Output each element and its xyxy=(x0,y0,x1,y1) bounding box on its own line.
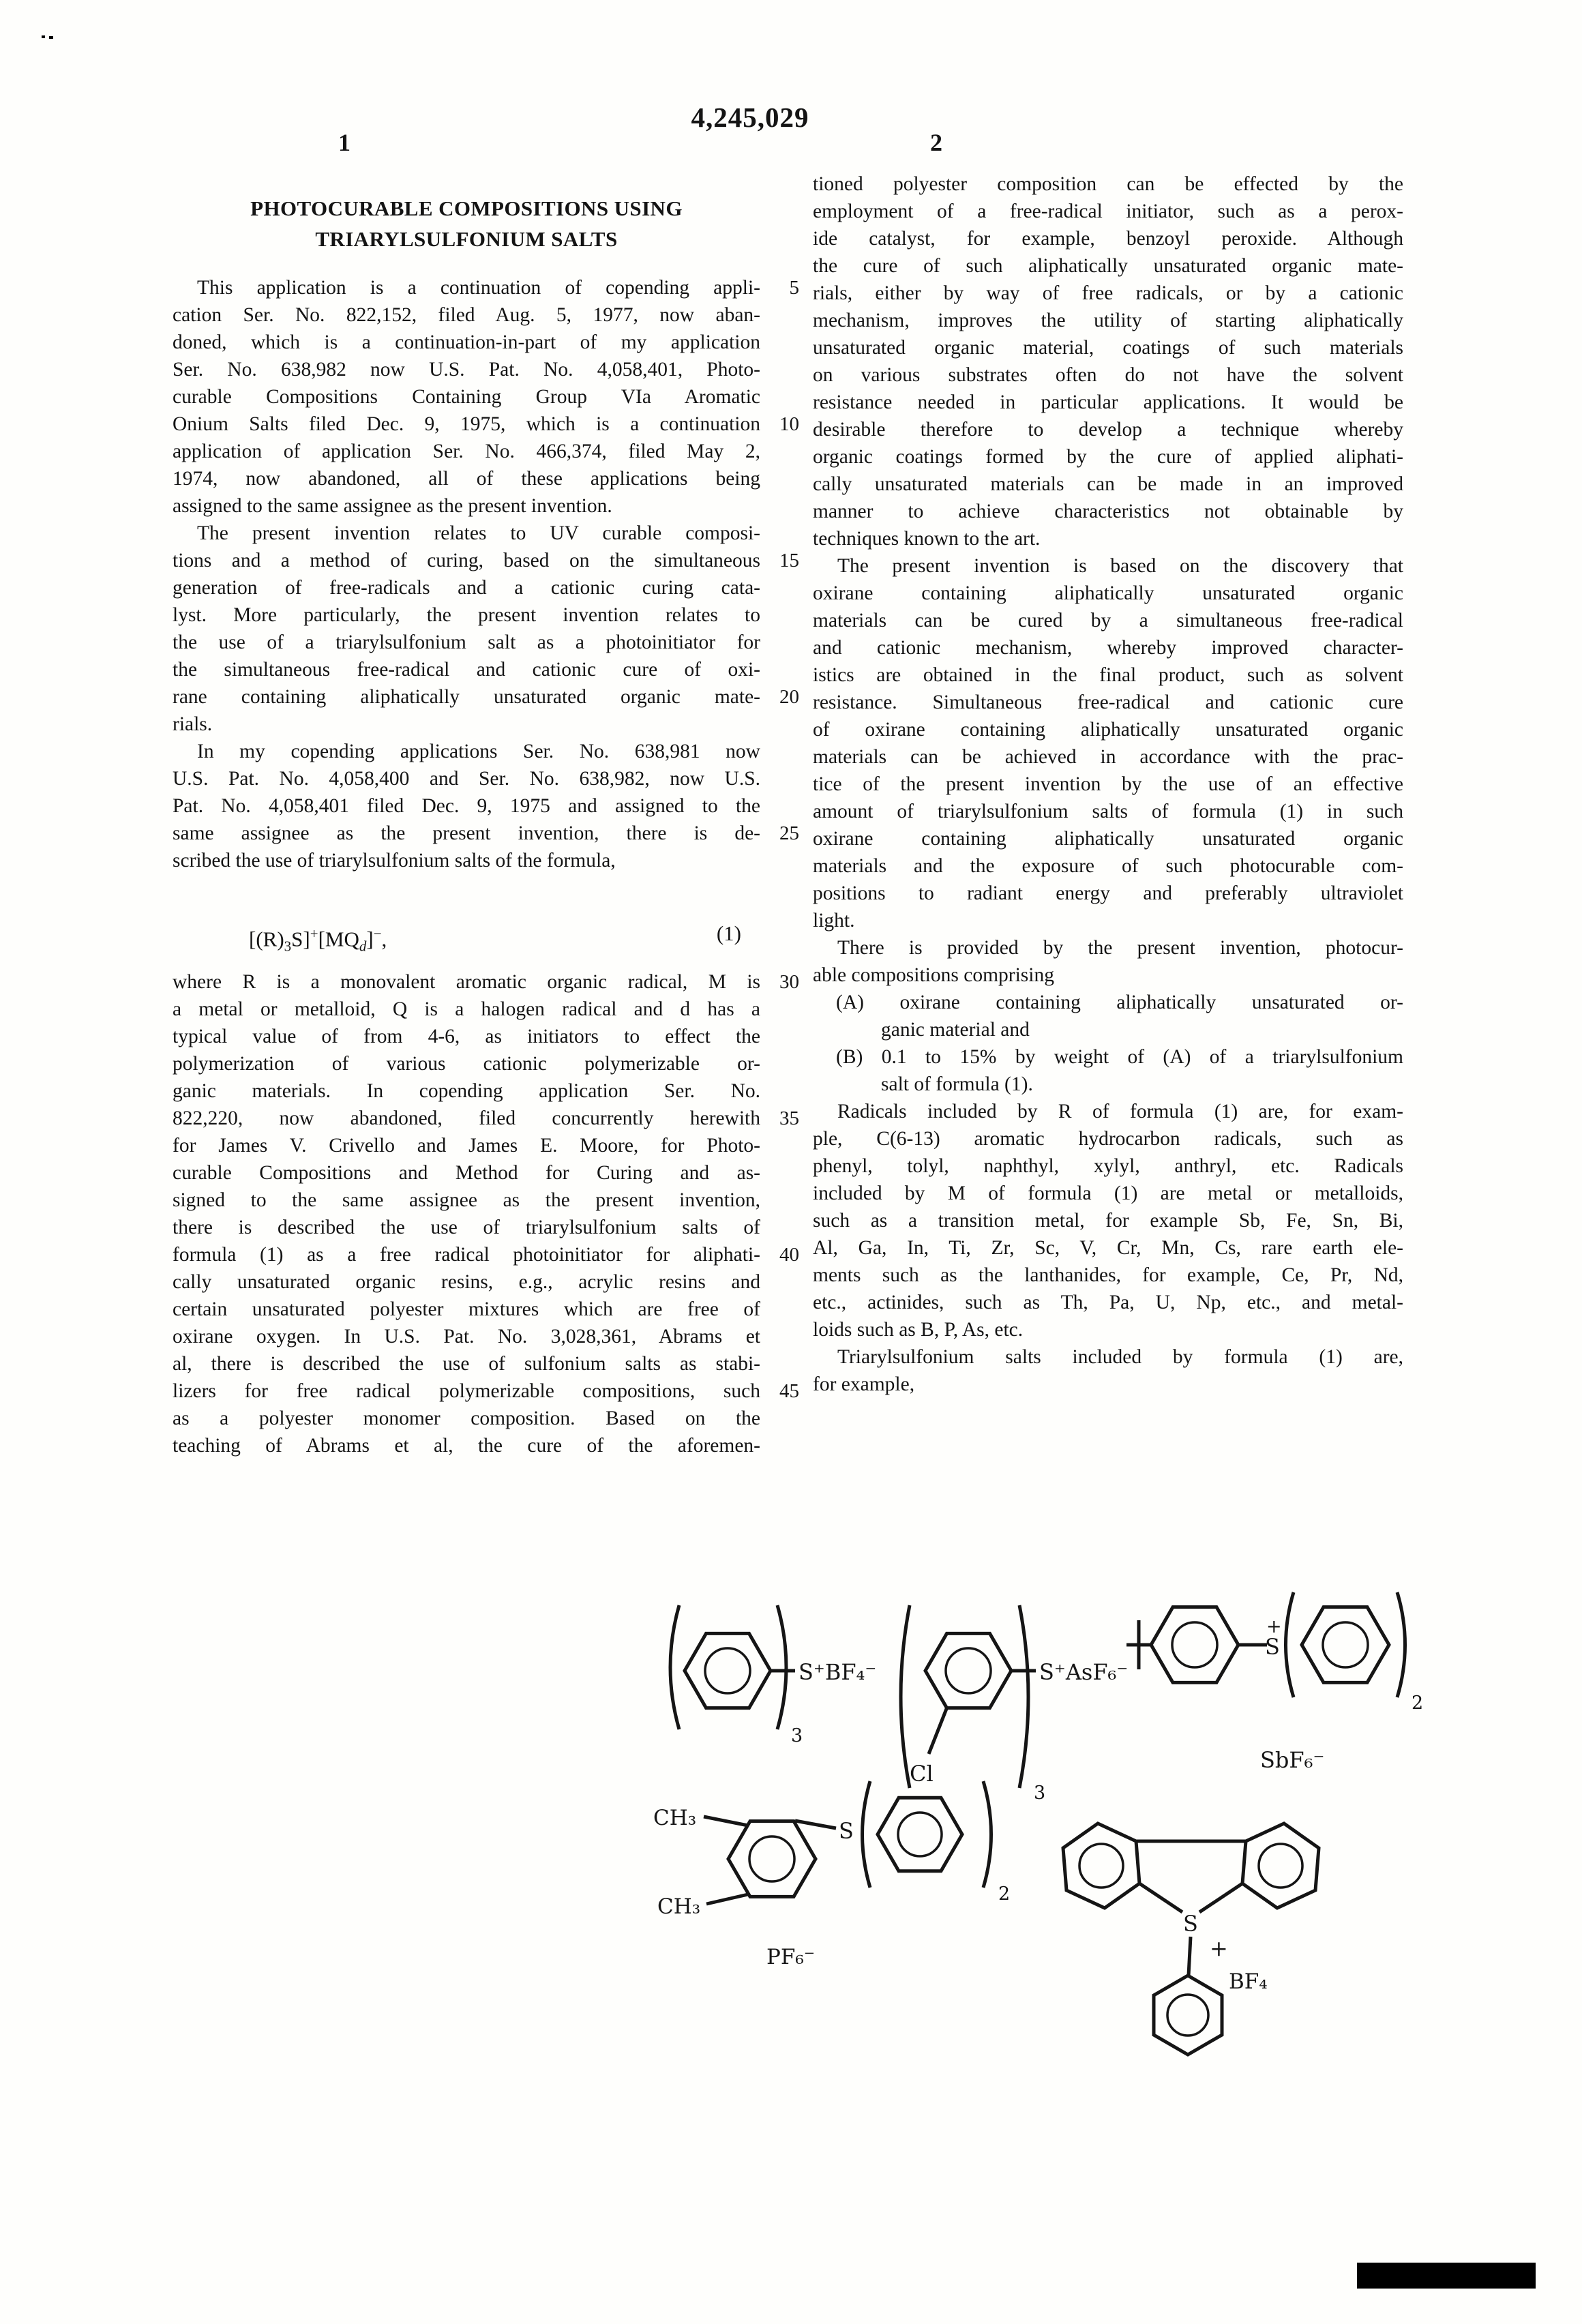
text-line: phenyl, tolyl, naphthyl, xylyl, anthryl, etc. Radicals xyxy=(813,1155,1403,1177)
bond-to-s-right xyxy=(1199,1883,1242,1912)
formula-segment: [MQ xyxy=(318,927,359,951)
text-line: application of application Ser. No. 466,374, filed May 2, xyxy=(173,441,760,462)
formula-segment: + xyxy=(310,925,318,942)
text-line: assigned to the same assignee as the present invention. xyxy=(173,495,612,517)
text-line: rane containing aliphatically unsaturated organic mate- xyxy=(173,686,760,708)
text-line: there is described the use of triarylsulfonium salts of xyxy=(173,1217,760,1238)
text-line: scribed the use of triarylsulfonium salts of the formula, xyxy=(173,850,616,872)
text-line: This application is a continuation of copending appli- xyxy=(197,277,760,299)
text-line: a metal or metalloid, Q is a halogen radical and d has a xyxy=(173,998,760,1020)
sulfur-label: S xyxy=(839,1818,854,1844)
text-line: the simultaneous free-radical and cationic cure of oxi- xyxy=(173,659,760,681)
right-column-text xyxy=(813,170,1403,1398)
line-number: 10 xyxy=(779,413,799,435)
sulfur-label: S xyxy=(1265,1634,1280,1660)
text-line: lyst. More particularly, the present invention relates to xyxy=(173,604,760,626)
text-line: the cure of such aliphatically unsaturated organic mate- xyxy=(813,255,1403,277)
anion-label: SbF₆⁻ xyxy=(1260,1747,1325,1773)
scan-speck xyxy=(42,35,45,38)
open-paren xyxy=(901,1605,910,1788)
text-line: tions and a method of curing, based on the simultaneous xyxy=(173,550,760,571)
text-line: positions to radiant energy and preferably ultraviolet xyxy=(813,882,1403,904)
close-paren xyxy=(983,1781,991,1888)
sulfur-label: S xyxy=(1183,1911,1198,1937)
benzene-ring xyxy=(925,1633,1011,1708)
bond-to-cl xyxy=(929,1708,947,1754)
text-line: The present invention is based on the discovery that xyxy=(837,555,1403,577)
formula-segment: , xyxy=(381,927,387,951)
text-line: ide catalyst, for example, benzoyl peroxide. Although xyxy=(813,228,1403,250)
benzene-ring xyxy=(1151,1607,1238,1683)
text-line: materials and the exposure of such photocurable com- xyxy=(813,855,1403,877)
column-number-right: 2 xyxy=(930,129,942,156)
formula-1-row xyxy=(173,917,760,955)
text-line: resistance. Simultaneous free-radical and cationic cure xyxy=(813,691,1403,713)
text-line: Radicals included by R of formula (1) are, for exam- xyxy=(837,1101,1403,1122)
column-number-left: 1 xyxy=(338,129,350,156)
text-line: the use of a triarylsulfonium salt as a photoinitiator for xyxy=(173,631,760,653)
phenyl-ring xyxy=(1154,1976,1222,2055)
text-line: materials can be cured by a simultaneous free-radical xyxy=(813,610,1403,631)
bond-methyl-bottom xyxy=(706,1894,748,1904)
text-line: generation of free-radicals and a cationic curing cata- xyxy=(173,577,760,599)
text-line: etc., actinides, such as Th, Pa, U, Np, etc., and metal- xyxy=(813,1292,1403,1313)
text-line: organic coatings formed by the cure of applied aliphati- xyxy=(813,446,1403,468)
benzene-ring xyxy=(728,1821,816,1897)
text-line: oxirane containing aliphatically unsaturated organic xyxy=(813,828,1403,850)
fused-ring-left xyxy=(1063,1823,1139,1908)
ring-subscript: 2 xyxy=(1412,1693,1424,1714)
text-line: doned, which is a continuation-in-part of my application xyxy=(173,331,760,353)
line-number: 35 xyxy=(779,1107,799,1129)
bond-to-s-left xyxy=(1139,1883,1182,1912)
formula-1-number: (1) xyxy=(716,921,741,945)
line-number: 45 xyxy=(779,1380,799,1402)
bond-methyl-top xyxy=(704,1817,748,1826)
line-number: 25 xyxy=(779,822,799,844)
text-line: and cationic mechanism, whereby improved character- xyxy=(813,637,1403,659)
anion-label: PF₆⁻ xyxy=(766,1945,816,1969)
open-paren xyxy=(1286,1592,1294,1697)
text-line: materials can be achieved in accordance with the prac- xyxy=(813,746,1403,768)
aromatic-circle xyxy=(1172,1622,1217,1667)
text-line: There is provided by the present invention, photocur- xyxy=(837,937,1403,959)
plus-charge: + xyxy=(1266,1616,1282,1637)
structure-triphenylsulfonium-bf4 xyxy=(648,1582,921,1749)
benzene-ring xyxy=(1302,1607,1389,1683)
ring-subscript: 3 xyxy=(791,1725,803,1746)
text-line: polymerization of various cationic polymerizable or- xyxy=(173,1053,760,1075)
fused-ring-right xyxy=(1242,1823,1319,1908)
close-paren xyxy=(1397,1592,1405,1697)
text-line: Al, Ga, In, Ti, Zr, Sc, V, Cr, Mn, Cs, rare earth ele- xyxy=(813,1237,1403,1259)
text-line: lizers for free radical polymerizable compositions, such xyxy=(173,1380,760,1402)
formula-segment: [(R) xyxy=(249,927,284,951)
aromatic-circle xyxy=(946,1648,991,1693)
structure-arylsulfonium-sbf6 xyxy=(1118,1582,1432,1780)
methyl-label-top: CH₃ xyxy=(653,1806,697,1830)
text-line: able compositions comprising xyxy=(813,964,1054,986)
text-line: ganic materials. In copending application Ser. No. xyxy=(173,1080,760,1102)
text-line: rials, either by way of free radicals, or by a cationic xyxy=(813,282,1403,304)
text-line: curable Compositions and Method for Curing and as- xyxy=(173,1162,760,1184)
formula-segment: 3 xyxy=(284,938,292,955)
text-line: rials. xyxy=(173,713,213,735)
aromatic-circle xyxy=(1079,1844,1123,1888)
text-line: oxirane containing aliphatically unsaturated organic xyxy=(813,582,1403,604)
text-line: for example, xyxy=(813,1373,915,1395)
text-line: Pat. No. 4,058,401 filed Dec. 9, 1975 and assigned to the xyxy=(173,795,760,817)
patent-number: 4,245,029 xyxy=(691,102,809,133)
text-line: tice of the present invention by the use of an effective xyxy=(813,773,1403,795)
text-line: In my copending applications Ser. No. 638,981 now xyxy=(197,741,760,762)
text-line: ments such as the lanthanides, for example, Ce, Pr, Nd, xyxy=(813,1264,1403,1286)
scan-artifact-bar xyxy=(1357,2263,1536,2289)
patent-title xyxy=(173,193,760,254)
text-line: (A) oxirane containing aliphatically unsaturated or- xyxy=(836,992,1403,1013)
text-line: al, there is described the use of sulfonium salts as stabi- xyxy=(173,1353,760,1375)
aromatic-circle xyxy=(705,1648,750,1693)
ring-subscript: 3 xyxy=(1034,1783,1046,1804)
text-line: mechanism, improves the utility of starting aliphatically xyxy=(813,310,1403,331)
formula-1-expression xyxy=(249,917,387,964)
formula-segment: ] xyxy=(366,927,374,951)
text-line: employment of a free-radical initiator, such as a perox- xyxy=(813,200,1403,222)
text-line: certain unsaturated polyester mixtures which are free of xyxy=(173,1298,760,1320)
scan-speck xyxy=(49,36,53,39)
open-paren xyxy=(670,1605,679,1729)
open-paren xyxy=(863,1781,871,1888)
text-line: The present invention relates to UV curable composi- xyxy=(197,522,760,544)
text-line: cally unsaturated materials can be made in an improved xyxy=(813,473,1403,495)
aromatic-circle xyxy=(1259,1844,1302,1888)
text-line: oxirane oxygen. In U.S. Pat. No. 3,028,361, Abrams et xyxy=(173,1326,760,1347)
text-line: where R is a monovalent aromatic organic radical, M is xyxy=(173,971,760,993)
text-line: U.S. Pat. No. 4,058,400 and Ser. No. 638,982, now U.S. xyxy=(173,768,760,790)
text-line: teaching of Abrams et al, the cure of the aforemen- xyxy=(173,1435,760,1457)
left-column-text-lower xyxy=(173,968,760,1459)
structure-dimethylphenylsulfonium-pf6 xyxy=(634,1773,1057,1978)
bond-s-phenyl xyxy=(1189,1937,1191,1976)
formula-segment: S] xyxy=(291,927,310,951)
text-line: Ser. No. 638,982 now U.S. Pat. No. 4,058,401, Photo- xyxy=(173,359,760,381)
line-number: 15 xyxy=(779,550,799,571)
patent-title-line-1: PHOTOCURABLE COMPOSITIONS USING xyxy=(250,196,683,220)
text-line: unsaturated organic material, coatings of such materials xyxy=(813,337,1403,359)
left-column-text-upper xyxy=(173,274,760,874)
cation-anion-label: S⁺AsF₆⁻ xyxy=(1039,1659,1129,1685)
benzene-ring xyxy=(685,1633,771,1708)
line-number: 30 xyxy=(779,971,799,993)
text-line: ple, C(6-13) aromatic hydrocarbon radicals, such as xyxy=(813,1128,1403,1150)
text-line: desirable therefore to develop a technique whereby xyxy=(813,419,1403,441)
text-line: 1974, now abandoned, all of these applications being xyxy=(173,468,760,490)
text-line: of oxirane containing aliphatically unsaturated organic xyxy=(813,719,1403,741)
structure-dibenzothiophenium-bf4 xyxy=(1009,1780,1364,2080)
text-line: formula (1) as a free radical photoinitiator for aliphati- xyxy=(173,1244,760,1266)
close-paren xyxy=(1019,1605,1028,1788)
ring-subscript: 2 xyxy=(998,1883,1011,1905)
text-line: as a polyester monomer composition. Based on the xyxy=(173,1407,760,1429)
text-line: same assignee as the present invention, there is de- xyxy=(173,822,760,844)
line-number: 5 xyxy=(789,277,799,299)
text-line: such as a transition metal, for example Sb, Fe, Sn, Bi, xyxy=(813,1210,1403,1232)
text-line: cation Ser. No. 822,152, filed Aug. 5, 1977, now aban- xyxy=(173,304,760,326)
text-line: on various substrates often do not have the solvent xyxy=(813,364,1403,386)
formula-segment: − xyxy=(373,925,382,942)
patent-title-line-2: TRIARYLSULFONIUM SALTS xyxy=(315,227,618,251)
anion-label: BF₄ xyxy=(1229,1969,1268,1994)
text-line: 822,220, now abandoned, filed concurrently herewith xyxy=(173,1107,760,1129)
bond-to-s xyxy=(795,1821,836,1828)
close-paren xyxy=(777,1605,786,1729)
text-line: cally unsaturated organic resins, e.g., acrylic resins and xyxy=(173,1271,760,1293)
line-number: 40 xyxy=(779,1244,799,1266)
plus-charge: + xyxy=(1210,1935,1228,1961)
text-line: amount of triarylsulfonium salts of formula (1) in such xyxy=(813,801,1403,822)
text-line: ganic material and xyxy=(881,1019,1030,1041)
aromatic-circle xyxy=(898,1813,942,1856)
text-line: for James V. Crivello and James E. Moore, for Photo- xyxy=(173,1135,760,1157)
aromatic-circle xyxy=(1167,1995,1208,2036)
text-line: typical value of from 4-6, as initiators to effect the xyxy=(173,1026,760,1047)
text-line: manner to achieve characteristics not obtainable by xyxy=(813,501,1403,522)
text-line: techniques known to the art. xyxy=(813,528,1041,550)
cation-anion-label: S⁺BF₄⁻ xyxy=(799,1659,877,1685)
text-line: salt of formula (1). xyxy=(881,1073,1033,1095)
text-line: resistance needed in particular applications. It would be xyxy=(813,391,1403,413)
chlorine-label: Cl xyxy=(910,1761,934,1787)
text-line: loids such as B, P, As, etc. xyxy=(813,1319,1024,1341)
text-line: included by M of formula (1) are metal or metalloids, xyxy=(813,1182,1403,1204)
text-line: light. xyxy=(813,910,855,932)
text-line: Onium Salts filed Dec. 9, 1975, which is a continuation xyxy=(173,413,760,435)
line-number: 20 xyxy=(779,686,799,708)
text-line: Triarylsulfonium salts included by formula (1) are, xyxy=(837,1346,1403,1368)
formula-segment: d xyxy=(359,938,367,955)
aromatic-circle xyxy=(749,1836,794,1881)
text-line: curable Compositions Containing Group VIa Aromatic xyxy=(173,386,760,408)
aromatic-circle xyxy=(1323,1622,1368,1667)
text-line: tioned polyester composition can be effected by the xyxy=(813,173,1403,195)
methyl-label-bottom: CH₃ xyxy=(657,1894,701,1919)
benzene-ring xyxy=(878,1798,962,1871)
text-line: istics are obtained in the final product, such as solvent xyxy=(813,664,1403,686)
text-line: signed to the same assignee as the present invention, xyxy=(173,1189,760,1211)
text-line: (B) 0.1 to 15% by weight of (A) of a triarylsulfonium xyxy=(836,1046,1403,1068)
